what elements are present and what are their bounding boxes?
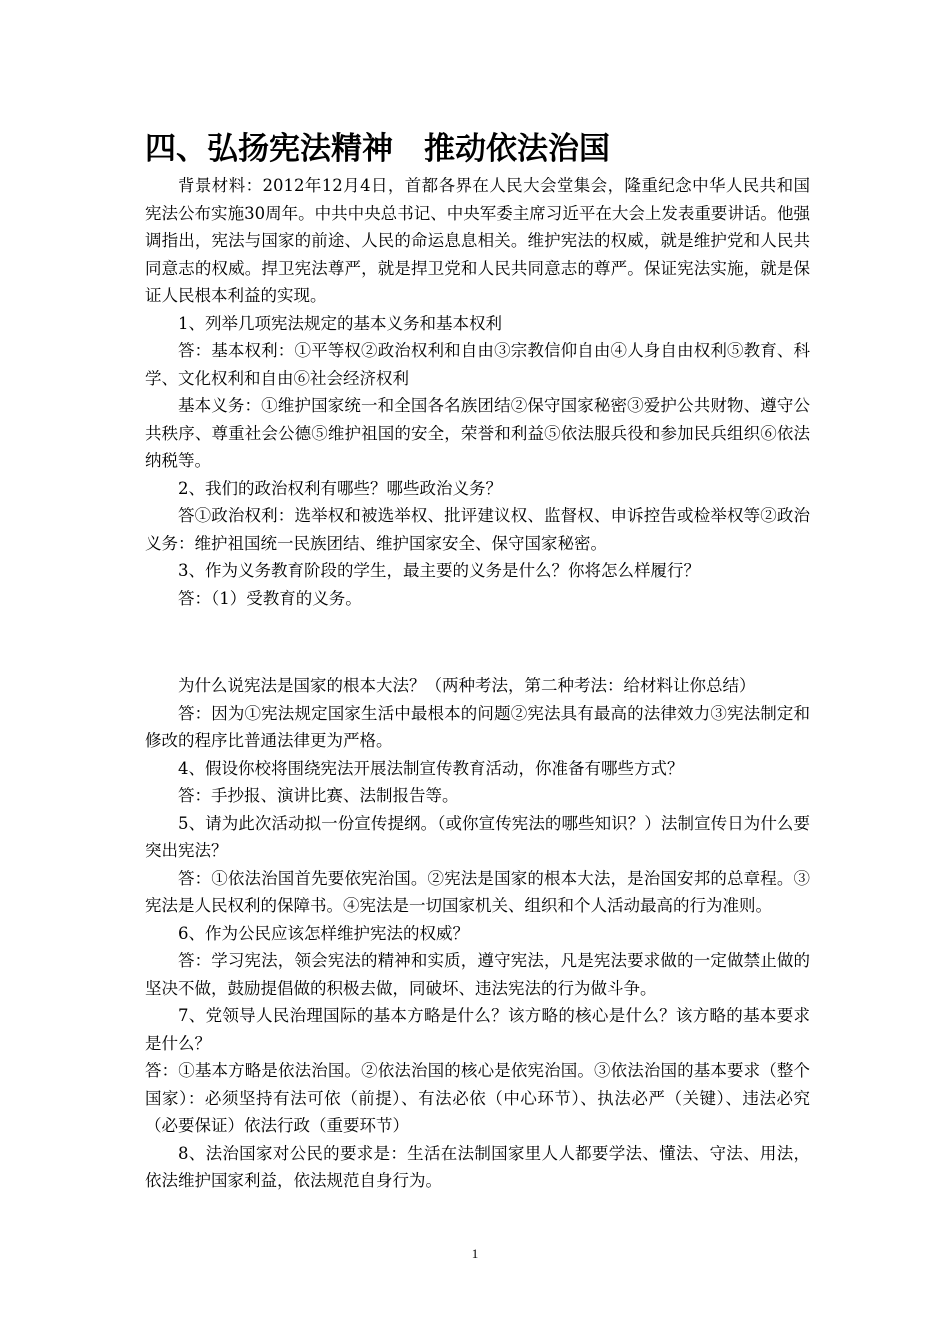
question-6: 6、作为公民应该怎样维护宪法的权威？ xyxy=(178,923,469,943)
question-5: 5、请为此次活动拟一份宣传提纲。（或你宣传宪法的哪些知识？）法制宣传日为什么要突出宪法？ xyxy=(145,813,810,860)
question-4: 4、假设你校将围绕宪法开展法制宣传教育活动，你准备有哪些方式？ xyxy=(178,758,684,778)
question-fundamental-law: 为什么说宪法是国家的根本大法？（两种考法，第二种考法：给材料让你总结） xyxy=(178,676,756,695)
background-material: 背景材料：2012年12月4日，首都各界在人民大会堂集会，隆重纪念中华人民共和国宪法公布实施30周年。中共中央总书记、中央军委主席习近平在大会上发表重要讲话。他强调指出，宪法与国家的前途、人民的命运息息相关。维护宪法的权威，就是维护党和人民共同意志的权威。捍卫宪法尊严，就是捍卫党和人民共同意志的尊严。保证宪法实施，就是保证人民根本利益的实现。 xyxy=(145,176,810,305)
answer-5: 答：①依法治国首先要依宪治国。②宪法是国家的根本大法，是治国安邦的总章程。③宪法是人民权利的保障书。④宪法是一切国家机关、组织和个人活动最高的行为准则。 xyxy=(145,868,810,915)
question-7: 7、党领导人民治理国际的基本方略是什么？该方略的核心是什么？该方略的基本要求是什么？ xyxy=(145,1006,810,1053)
answer-fundamental-law: 答：因为①宪法规定国家生活中最根本的问题②宪法具有最高的法律效力③宪法制定和修改的程序比普通法律更为严格。 xyxy=(145,703,810,750)
question-2: 2、我们的政治权利有哪些？哪些政治义务？ xyxy=(178,478,502,498)
answer-4: 答：手抄报、演讲比赛、法制报告等。 xyxy=(178,786,459,805)
question-3: 3、作为义务教育阶段的学生，最主要的义务是什么？你将怎么样履行？ xyxy=(178,561,700,580)
answer-2: 答①政治权利：选举权和被选举权、批评建议权、监督权、申诉控告或检举权等②政治义务：维护祖国统一民族团结、维护国家安全、保守国家秘密。 xyxy=(145,506,810,553)
content-block-1 xyxy=(145,172,810,612)
answer-3: 答：（1）受教育的义务。 xyxy=(178,588,362,608)
answer-1-rights: 答：基本权利：①平等权②政治权利和自由③宗教信仰自由④人身自由权利⑤教育、科学、文化权利和自由⑥社会经济权利 xyxy=(145,341,810,388)
section-title: 四、弘扬宪法精神 推动依法治国 xyxy=(145,131,610,167)
question-1: 1、列举几项宪法规定的基本义务和基本权利 xyxy=(178,313,502,333)
page-number: 1 xyxy=(471,1246,479,1261)
answer-1-duties: 基本义务：①维护国家统一和全国各名族团结②保守国家秘密③爱护公共财物、遵守公共秩序、尊重社会公德⑤维护祖国的安全，荣誉和利益⑤依法服兵役和参加民兵组织⑥依法纳税等。 xyxy=(145,396,810,470)
answer-6: 答：学习宪法，领会宪法的精神和实质，遵守宪法，凡是宪法要求做的一定做禁止做的坚决不做，鼓励提倡做的积极去做，同破坏、违法宪法的行为做斗争。 xyxy=(145,951,810,998)
answer-7: 答：①基本方略是依法治国。②依法治国的核心是依宪治国。③依法治国的基本要求（整个国家）：必须坚持有法可依（前提）、有法必依（中心环节）、执法必严（关键）、违法必究（必要保证）依法行政（重要环节） xyxy=(145,1061,810,1135)
content-block-2 xyxy=(145,672,810,1195)
item-8: 8、法治国家对公民的要求是：生活在法制国家里人人都要学法、懂法、守法、用法，依法维护国家利益，依法规范自身行为。 xyxy=(145,1143,810,1190)
